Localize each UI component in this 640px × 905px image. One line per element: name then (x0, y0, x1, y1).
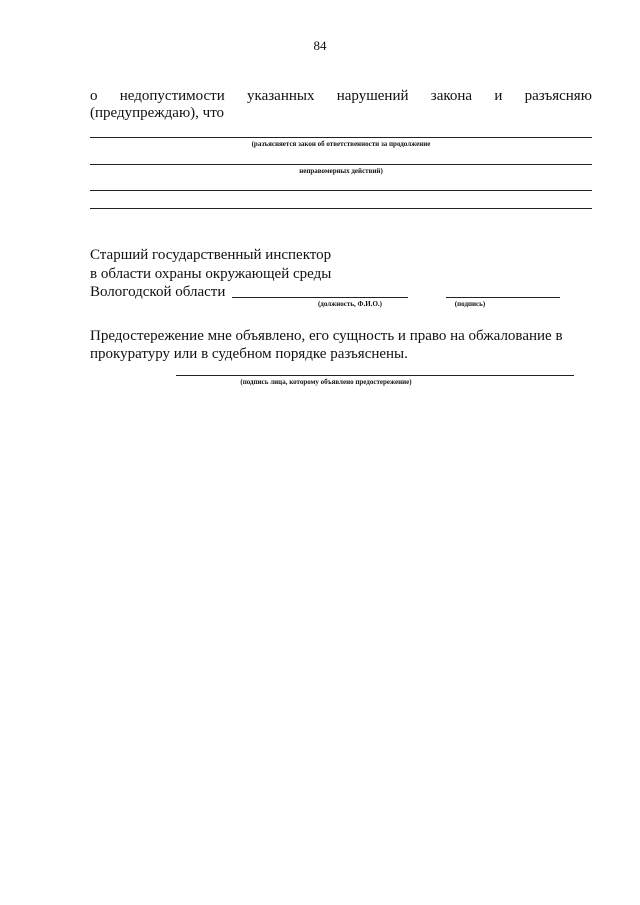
page-number: 84 (313, 38, 327, 53)
fill-line-2 (90, 164, 592, 165)
fill-line-4 (90, 208, 592, 209)
caption-law-explained-2: неправомерных действий) (299, 167, 383, 175)
intro-line-1 (90, 88, 592, 105)
inspector-title-line-3: Вологодской области (90, 284, 226, 300)
intro-word: закона (430, 88, 473, 104)
intro-word: и (494, 88, 503, 104)
position-signature-line (232, 297, 408, 298)
signature-line (446, 297, 560, 298)
intro-word: нарушений (336, 88, 409, 104)
caption-signature: (подпись) (454, 300, 486, 308)
caption-law-explained-1: (разъясняется закон об ответственности за продолжение (251, 140, 431, 148)
caption-recipient-signature: (подпись лица, которому объявлено предостережение) (240, 378, 412, 386)
warning-line-2: прокуратуру или в судебном порядке разъяснены. (90, 346, 408, 362)
warning-line-1: Предостережение мне объявлено, его сущность и право на обжалование в (90, 328, 563, 344)
intro-word: указанных (247, 88, 315, 104)
caption-position: (должность, Ф.И.О.) (317, 300, 383, 308)
intro-word: недопустимости (119, 88, 225, 104)
intro-word: о (90, 88, 98, 104)
inspector-title-line-2: в области охраны окружающей среды (90, 266, 332, 282)
intro-word: разъясняю (524, 88, 592, 104)
intro-line-2: (предупреждаю), что (90, 105, 225, 121)
inspector-title-line-1: Старший государственный инспектор (90, 247, 332, 263)
recipient-signature-line (176, 375, 574, 376)
fill-line-3 (90, 190, 592, 191)
fill-line-1 (90, 137, 592, 138)
